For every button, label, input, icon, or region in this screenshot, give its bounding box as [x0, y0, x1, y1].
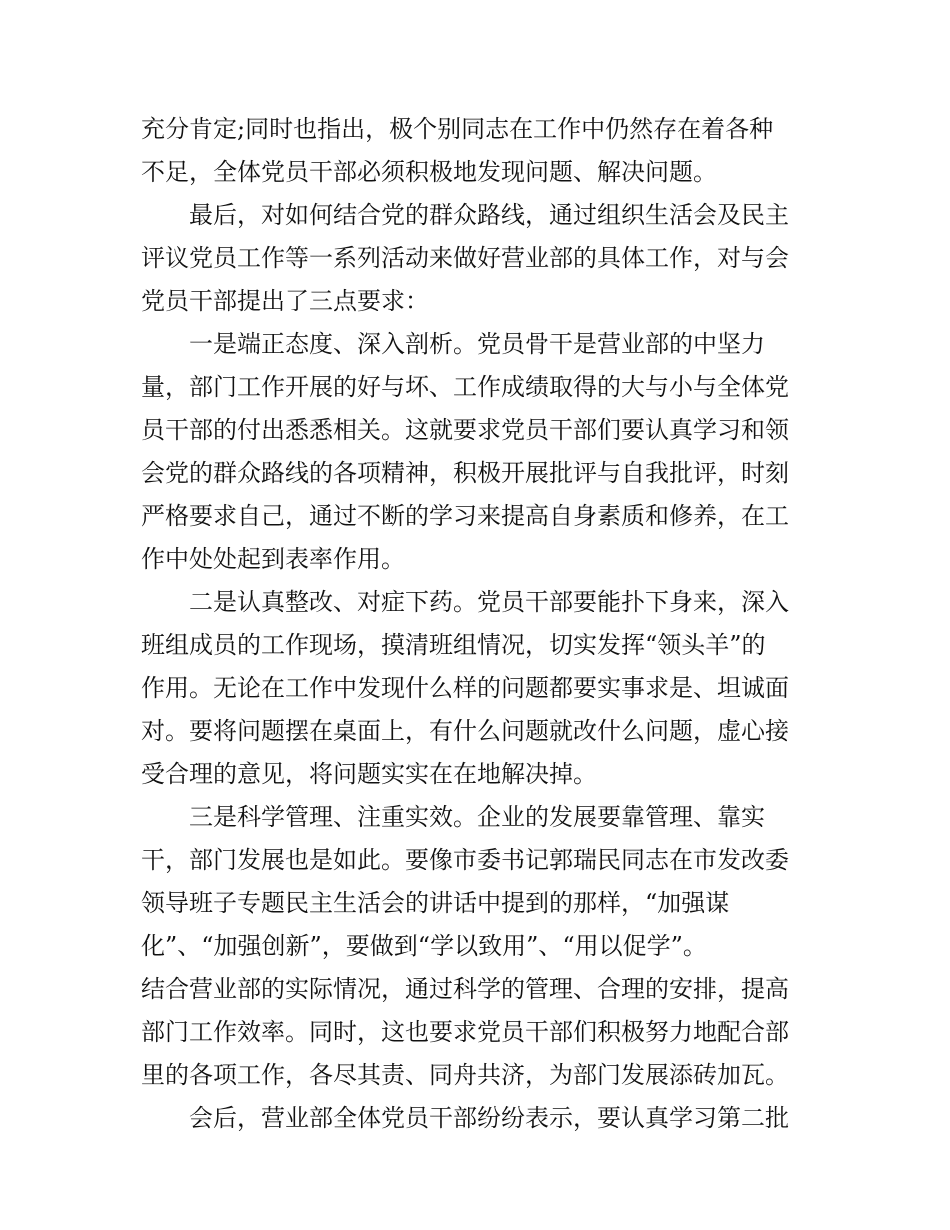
text-line: 充分肯定;同时也指出，极个别同志在工作中仍然存在着各种: [141, 115, 774, 143]
text-line: 部门工作效率。同时，这也要求党员干部们积极努力地配合部: [141, 1018, 789, 1046]
text-line: 作中处处起到表率作用。: [141, 545, 405, 573]
text-line: 对。要将问题摆在桌面上，有什么问题就改什么问题，虚心接: [141, 717, 789, 745]
text-line: 领导班子专题民主生活会的讲话中提到的那样，“加强谋: [141, 889, 730, 917]
paragraph-start-line: 最后，对如何结合党的群众路线，通过组织生活会及民主: [189, 201, 789, 229]
body-text: [141, 108, 813, 1140]
text-line: 干，部门发展也是如此。要像市委书记郭瑞民同志在市发改委: [141, 846, 789, 874]
text-line: 党员干部提出了三点要求：: [141, 287, 429, 315]
text-line: 会党的群众路线的各项精神，积极开展批评与自我批评，时刻: [141, 459, 789, 487]
text-line: 作用。无论在工作中发现什么样的问题都要实事求是、坦诚面: [141, 674, 789, 702]
text-line: 严格要求自己，通过不断的学习来提高自身素质和修养，在工: [141, 502, 789, 530]
text-line: 班组成员的工作现场，摸清班组情况，切实发挥“领头羊”的: [141, 631, 766, 659]
text-line: 员干部的付出悉悉相关。这就要求党员干部们要认真学习和领: [141, 416, 789, 444]
text-line: 评议党员工作等一系列活动来做好营业部的具体工作，对与会: [141, 244, 789, 272]
paragraph-start-line: 一是端正态度、深入剖析。党员骨干是营业部的中坚力: [189, 330, 765, 358]
text-line: 里的各项工作，各尽其责、同舟共济，为部门发展添砖加瓦。: [141, 1061, 789, 1089]
text-line: 受合理的意见，将问题实实在在地解决掉。: [141, 760, 597, 788]
text-line: 量，部门工作开展的好与坏、工作成绩取得的大与小与全体党: [141, 373, 789, 401]
text-line: 不足，全体党员干部必须积极地发现问题、解决问题。: [141, 158, 717, 186]
text-line: 结合营业部的实际情况，通过科学的管理、合理的安排，提高: [141, 975, 789, 1003]
paragraph-start-line: 会后，营业部全体党员干部纷纷表示，要认真学习第二批: [189, 1104, 789, 1132]
text-line: 化”、“加强创新”，要做到“学以致用”、“用以促学”。: [141, 932, 707, 960]
paragraph-start-line: 二是认真整改、对症下药。党员干部要能扑下身来，深入: [189, 588, 789, 616]
paragraph-start-line: 三是科学管理、注重实效。企业的发展要靠管理、靠实: [189, 803, 765, 831]
